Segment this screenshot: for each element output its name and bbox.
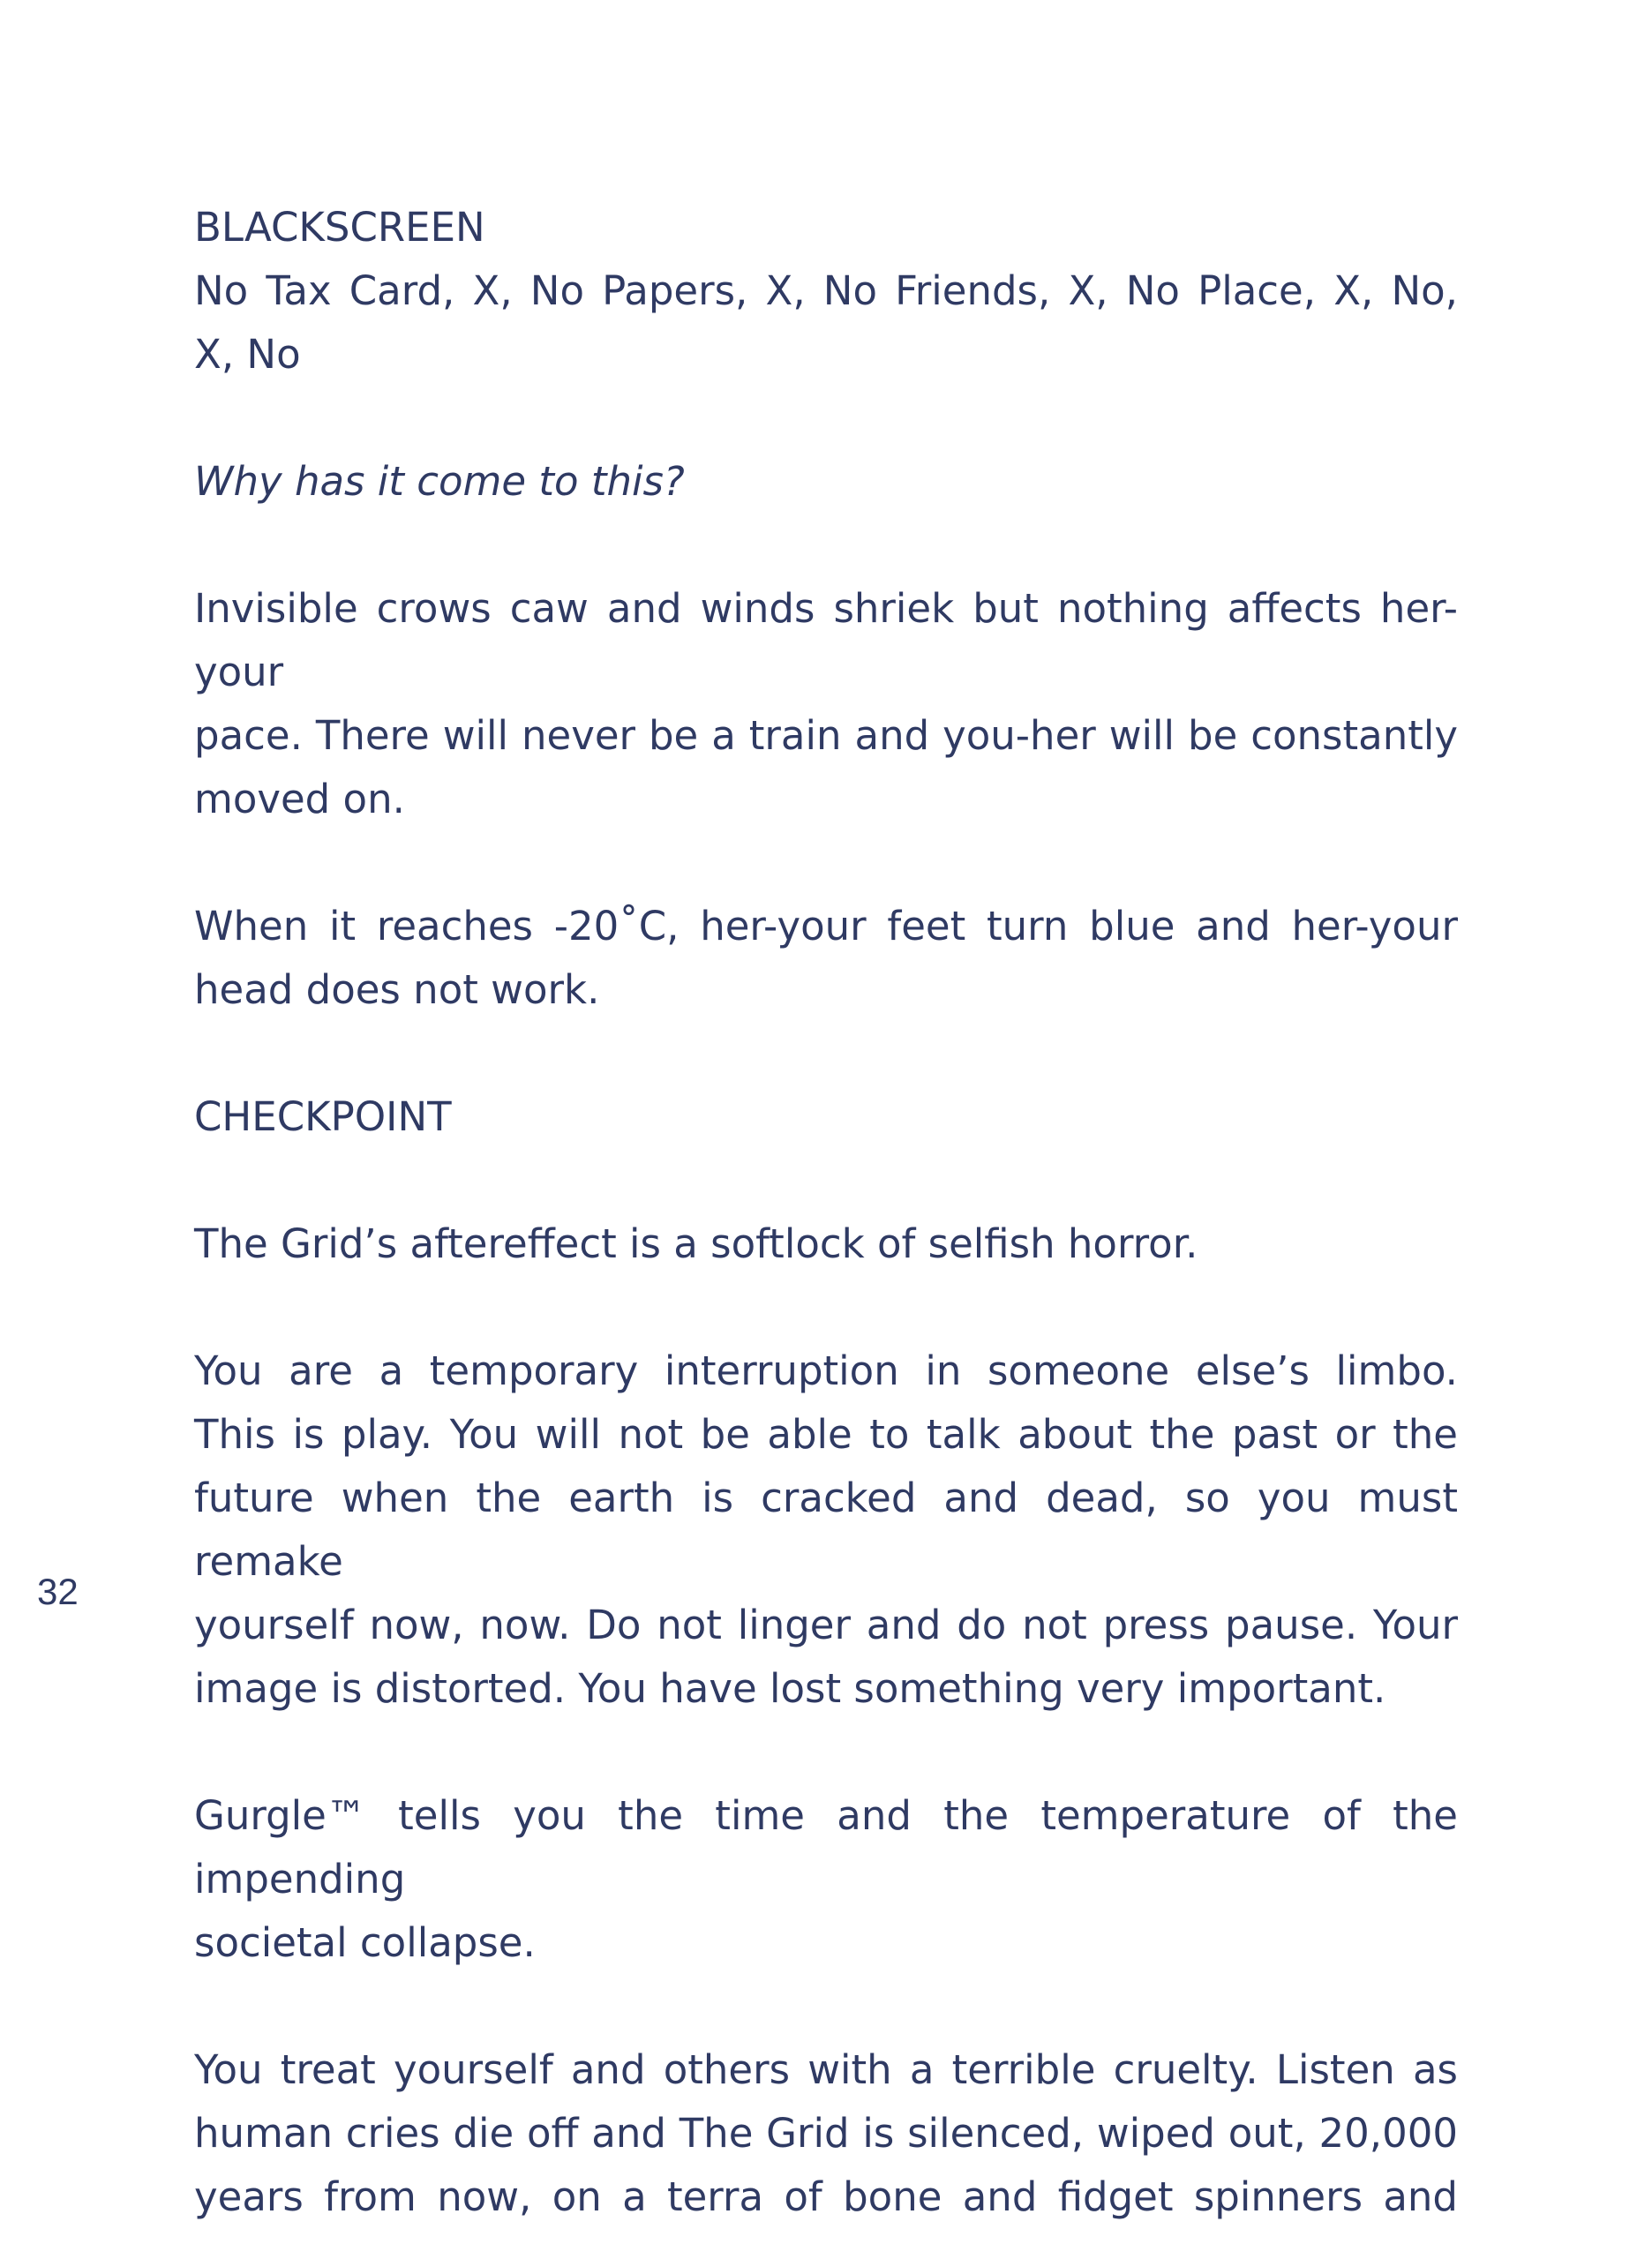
paragraph-temporary-interruption-line-1: You are a temporary interruption in someone else’s limbo. [194,1347,1458,1394]
paragraph-terrible-cruelty-line-3: years from now, on a terra of bone and fidget spinners and [194,2173,1458,2220]
paragraph-temperature-line-1: When it reaches -20˚C, her-your feet turn blue and her-your [194,903,1458,949]
paragraph-spacer [194,1022,1458,1085]
heading-blackscreen: BLACKSCREEN [194,204,485,251]
paragraph-temporary-interruption-line-4: yourself now, now. Do not linger and do not press pause. Your [194,1602,1458,1648]
paragraph-no-tax-card-line-2: X, No [194,331,301,378]
paragraph-gurgle-line-1: Gurgle™ tells you the time and the temperature of the impending [194,1792,1458,1903]
paragraph-temporary-interruption-line-2: This is play. You will not be able to talk about the past or the [194,1411,1458,1458]
page-number: 32 [37,1571,79,1612]
paragraph-spacer [194,514,1458,577]
paragraph-temporary-interruption-line-5: image is distorted. You have lost something very important. [194,1665,1386,1712]
paragraph-invisible-crows-line-1: Invisible crows caw and winds shriek but nothing affects her-your [194,585,1458,695]
page-content [194,196,1458,2229]
heading-checkpoint: CHECKPOINT [194,1093,452,1140]
italic-question: Why has it come to this? [194,458,685,505]
paragraph-invisible-crows-line-2: pace. There will never be a train and you-her will be constantly [194,712,1458,759]
paragraph-temperature-line-2: head does not work. [194,966,600,1013]
paragraph-spacer [194,1276,1458,1340]
paragraph-terrible-cruelty-line-2: human cries die off and The Grid is silenced, wiped out, 20,000 [194,2110,1458,2157]
paragraph-temporary-interruption-line-3: future when the earth is cracked and dead, so you must remake [194,1475,1458,1585]
paragraph-spacer [194,387,1458,450]
paragraph-invisible-crows-line-3: moved on. [194,776,405,822]
paragraph-spacer [194,1721,1458,1784]
paragraph-spacer [194,831,1458,895]
paragraph-gurgle-line-2: societal collapse. [194,1919,536,1966]
paragraph-spacer [194,1975,1458,2038]
paragraph-spacer [194,1149,1458,1212]
paragraph-grid-aftereffect: The Grid’s aftereffect is a softlock of selfish horror. [194,1220,1198,1267]
paragraph-terrible-cruelty-line-1: You treat yourself and others with a terrible cruelty. Listen as [194,2046,1458,2093]
paragraph-no-tax-card-line-1: No Tax Card, X, No Papers, X, No Friends, X, No Place, X, No, [194,267,1458,314]
